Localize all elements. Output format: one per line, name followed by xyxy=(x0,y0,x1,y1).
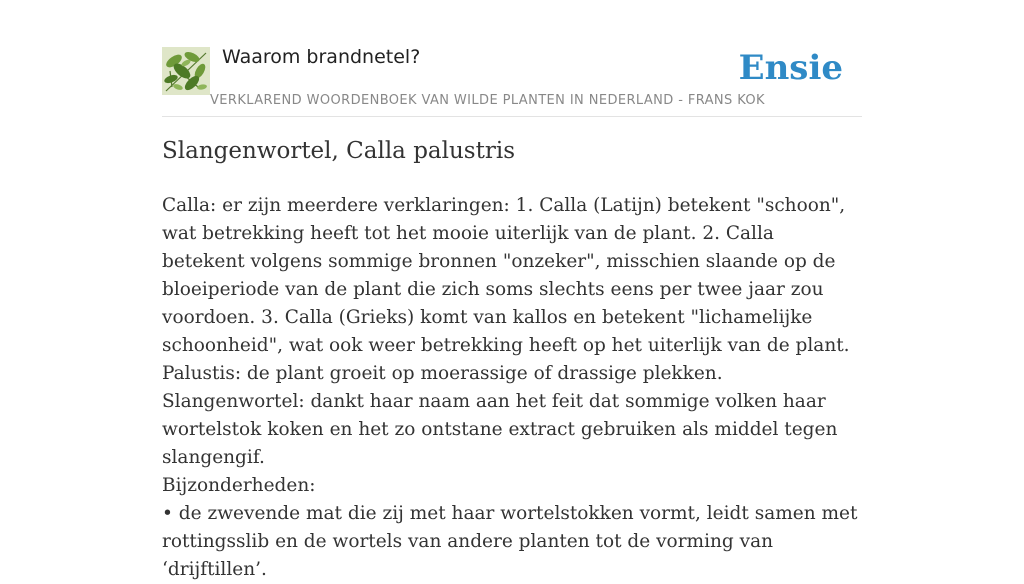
entry-paragraph-slangenwortel: Slangenwortel: dankt haar naam aan het feit dat sommige volken haar wortelstok koken en het zo ontstane extract gebruiken als middel tegen slangengif. xyxy=(162,391,838,468)
entry-body xyxy=(162,192,862,584)
nettle-leaves-icon[interactable] xyxy=(162,47,210,95)
entry-headword: Slangenwortel, Calla palustris xyxy=(162,138,515,164)
dictionary-source[interactable]: VERKLAREND WOORDENBOEK VAN WILDE PLANTEN IN NEDERLAND - FRANS KOK xyxy=(210,93,765,108)
entry-paragraph-bullet: • de zwevende mat die zij met haar wortelstokken vormt, leidt samen met rottingsslib en de wortels van andere planten tot de vorming van ‘drijftillen’. xyxy=(162,503,858,580)
page-title[interactable]: Waarom brandnetel? xyxy=(222,46,421,68)
entry-paragraph-palustris: Palustis: de plant groeit op moerassige of drassige plekken. xyxy=(162,363,723,384)
entry-paragraph-bijzonderheden: Bijzonderheden: xyxy=(162,475,316,496)
ensie-logo-link[interactable]: Ensie xyxy=(738,48,843,88)
site-header xyxy=(162,44,862,117)
entry-paragraph-calla: Calla: er zijn meerdere verklaringen: 1. Calla (Latijn) betekent "schoon", wat betrekking heeft tot het mooie uiterlijk van de plant. 2. Calla betekent volgens sommige bronnen "onzeker", misschien slaande op de bloeiperiode van de plant die zich soms slechts eens per twee jaar zou voordoen. 3. Calla (Grieks) komt van kallos en betekent "lichamelijke schoonheid", wat ook weer betrekking heeft op het uiterlijk van de plant. xyxy=(162,195,850,356)
